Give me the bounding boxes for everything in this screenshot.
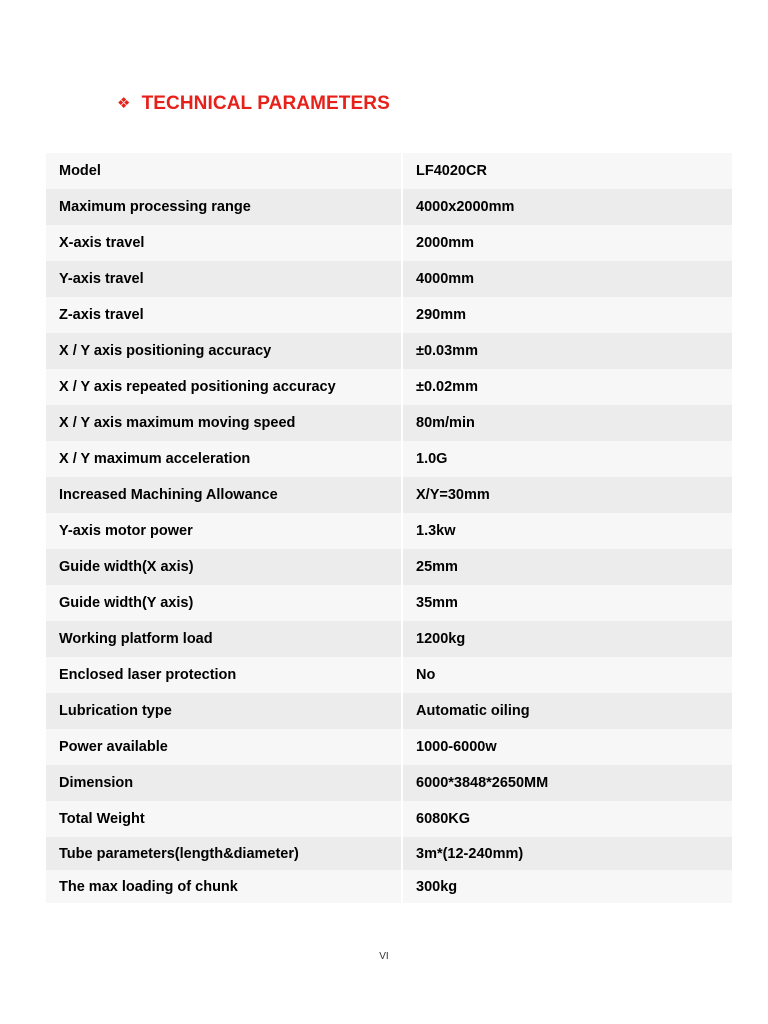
parameter-value: 80m/min: [402, 405, 732, 441]
parameter-label: Dimension: [46, 765, 402, 801]
parameter-value: 4000x2000mm: [402, 189, 732, 225]
parameter-value: 300kg: [402, 870, 732, 903]
parameter-value: 3m*(12-240mm): [402, 837, 732, 870]
table-row: [46, 801, 732, 837]
table-row: [46, 261, 732, 297]
parameter-label: X / Y axis repeated positioning accuracy: [46, 369, 402, 405]
table-row: [46, 837, 732, 870]
table-row: [46, 621, 732, 657]
parameter-value: 4000mm: [402, 261, 732, 297]
table-row: [46, 297, 732, 333]
table-row: [46, 657, 732, 693]
parameter-label: Y-axis motor power: [46, 513, 402, 549]
parameter-value: 6000*3848*2650MM: [402, 765, 732, 801]
parameter-label: Y-axis travel: [46, 261, 402, 297]
parameter-value: No: [402, 657, 732, 693]
parameter-label: Enclosed laser protection: [46, 657, 402, 693]
parameter-value: ±0.02mm: [402, 369, 732, 405]
parameter-label: The max loading of chunk: [46, 870, 402, 903]
parameter-label: X / Y axis positioning accuracy: [46, 333, 402, 369]
parameter-value: 2000mm: [402, 225, 732, 261]
technical-parameters-table: [46, 153, 732, 903]
parameter-label: Lubrication type: [46, 693, 402, 729]
parameter-label: X / Y axis maximum moving speed: [46, 405, 402, 441]
table-row: [46, 153, 732, 189]
table-row: [46, 333, 732, 369]
parameter-label: X / Y maximum acceleration: [46, 441, 402, 477]
table-row: [46, 585, 732, 621]
parameter-value: 1.3kw: [402, 513, 732, 549]
parameter-value: LF4020CR: [402, 153, 732, 189]
table-row: [46, 765, 732, 801]
parameter-value: 6080KG: [402, 801, 732, 837]
parameter-value: 1000-6000w: [402, 729, 732, 765]
parameter-value: X/Y=30mm: [402, 477, 732, 513]
parameter-label: Working platform load: [46, 621, 402, 657]
parameter-label: Model: [46, 153, 402, 189]
parameter-label: Increased Machining Allowance: [46, 477, 402, 513]
parameter-label: Tube parameters(length&diameter): [46, 837, 402, 870]
table-row: [46, 225, 732, 261]
parameter-label: Total Weight: [46, 801, 402, 837]
table-row: [46, 405, 732, 441]
table-row: [46, 189, 732, 225]
table-row: [46, 441, 732, 477]
parameter-label: Guide width(Y axis): [46, 585, 402, 621]
parameter-label: Guide width(X axis): [46, 549, 402, 585]
parameter-value: 35mm: [402, 585, 732, 621]
page-number: VI: [379, 951, 389, 962]
parameter-label: Power available: [46, 729, 402, 765]
parameter-value: 1200kg: [402, 621, 732, 657]
table-row: [46, 870, 732, 903]
section-title: TECHNICAL PARAMETERS: [141, 93, 390, 114]
table-row: [46, 513, 732, 549]
parameter-label: Maximum processing range: [46, 189, 402, 225]
parameter-value: Automatic oiling: [402, 693, 732, 729]
table-row: [46, 693, 732, 729]
diamond-bullet-icon: ❖: [117, 95, 131, 112]
parameter-value: 1.0G: [402, 441, 732, 477]
parameter-value: ±0.03mm: [402, 333, 732, 369]
parameter-value: 25mm: [402, 549, 732, 585]
parameter-value: 290mm: [402, 297, 732, 333]
parameter-label: Z-axis travel: [46, 297, 402, 333]
parameter-label: X-axis travel: [46, 225, 402, 261]
table-row: [46, 549, 732, 585]
table-row: [46, 369, 732, 405]
table-row: [46, 477, 732, 513]
table-row: [46, 729, 732, 765]
section-heading: [117, 93, 390, 115]
